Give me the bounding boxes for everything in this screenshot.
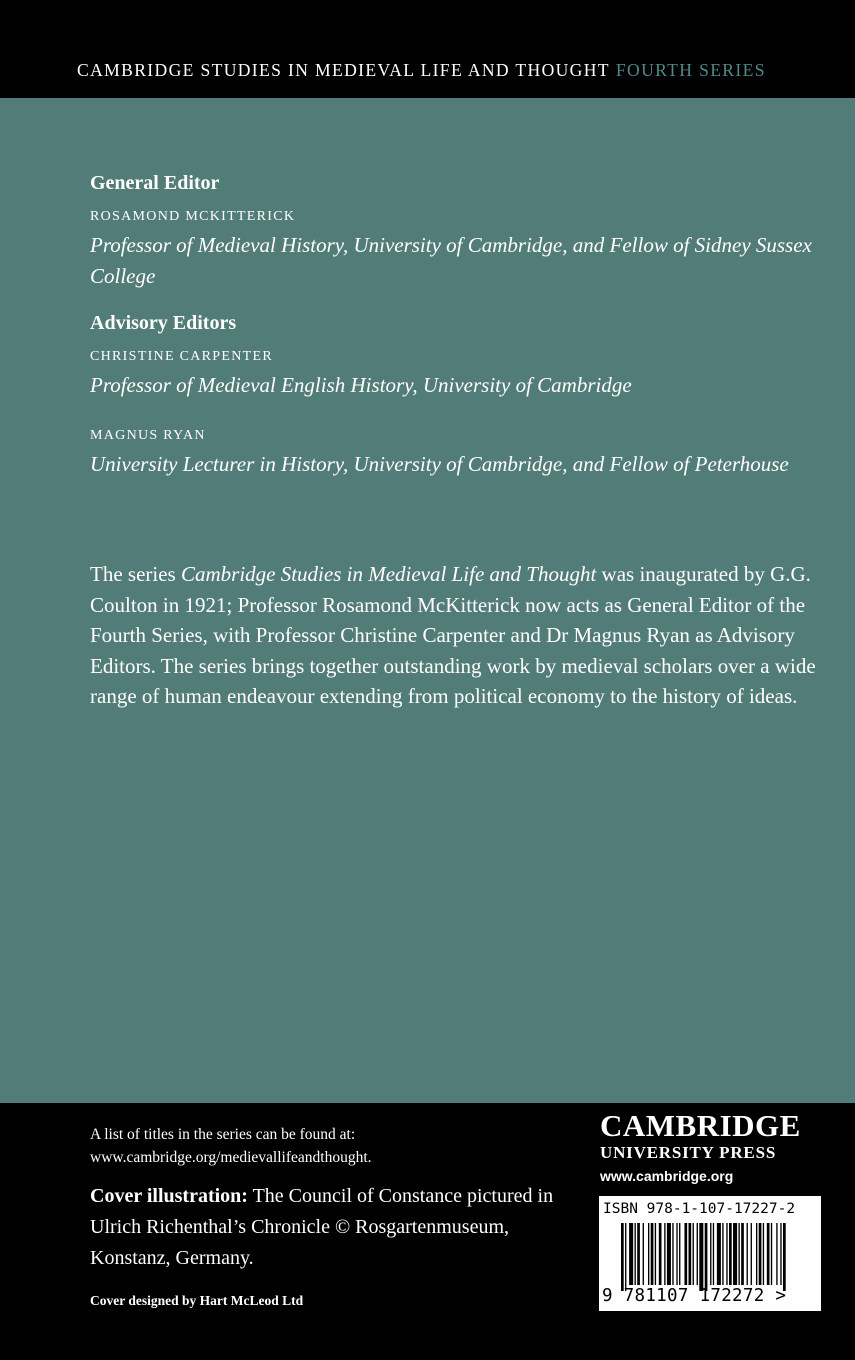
barcode-bar — [651, 1223, 654, 1285]
barcode-bar — [722, 1223, 723, 1285]
general-editor-name: ROSAMOND MCKITTERICK — [90, 209, 296, 224]
barcode-bar — [733, 1223, 737, 1285]
barcode-bar — [710, 1223, 711, 1285]
barcode-bar — [729, 1223, 732, 1285]
barcode-bar — [643, 1223, 644, 1285]
barcode-bar — [780, 1223, 781, 1285]
barcode-bar — [655, 1223, 656, 1285]
cover-illustration-label: Cover illustration: — [90, 1185, 248, 1207]
advisory-editor-role: Professor of Medieval English History, University of Cambridge — [90, 373, 632, 397]
advisory-editor-2-name-block — [90, 428, 206, 444]
barcode-bar — [625, 1223, 626, 1291]
barcode-bar — [693, 1223, 694, 1285]
barcode-bar — [759, 1223, 762, 1285]
advisory-editor-name: CHRISTINE CARPENTER — [90, 349, 273, 364]
barcode-bar — [689, 1223, 692, 1285]
cover-illustration-credit: Cover illustration: The Council of Constance pictured in Ulrich Richenthal’s Chronicle © Rosgartenmuseum, Konstanz, Germany. — [90, 1185, 554, 1269]
advisory-editor-role: University Lecturer in History, University of Cambridge, and Fellow of Peterhouse — [90, 452, 789, 476]
series-description: The series Cambridge Studies in Medieval Life and Thought was inaugurated by G.G. Coulton in 1921; Professor Rosamond McKitterick now acts as General Editor of the Fourth Series, with Professor Christine Carpenter and Dr Magnus Ryan as Advisory Editors. The series brings together outstanding work by medieval scholars over a wide range of human endeavour extending from political economy to the history of ideas. — [90, 562, 816, 708]
advisory-editors-section — [90, 312, 236, 335]
series-url: www.cambridge.org/medievallifeandthought. — [90, 1149, 372, 1166]
barcode-bar — [672, 1223, 673, 1285]
barcode-bar — [783, 1223, 786, 1291]
publisher-website: www.cambridge.org — [600, 1168, 734, 1184]
barcode-bar — [705, 1223, 708, 1291]
barcode-bar — [763, 1223, 764, 1285]
barcode-bar — [697, 1223, 698, 1285]
series-header — [0, 0, 855, 98]
barcode-bar — [699, 1223, 703, 1291]
ean-number: 9 781107 172272 > — [602, 1286, 787, 1306]
advisory-editor-2-role-block — [90, 449, 840, 480]
isbn-barcode — [599, 1196, 821, 1311]
barcode-bar — [667, 1223, 671, 1285]
cover-designer-credit: Cover designed by Hart McLeod Ltd — [90, 1293, 304, 1308]
barcode-bar — [771, 1223, 772, 1285]
isbn-label: ISBN 978-1-107-17227-2 — [603, 1201, 796, 1217]
general-editor-role: Professor of Medieval History, University of Cambridge, and Fellow of Sidney Sussex College — [90, 233, 812, 288]
advisory-editor-1-name-block — [90, 349, 273, 365]
barcode-bar — [776, 1223, 777, 1285]
barcode-bar — [747, 1223, 748, 1285]
general-editor-role-block — [90, 230, 820, 292]
barcode-bar — [659, 1223, 662, 1285]
barcode-bar — [684, 1223, 687, 1285]
publisher-logo-name: CAMBRIDGE — [600, 1108, 801, 1143]
barcode-bar — [726, 1223, 727, 1285]
barcode-bar — [738, 1223, 739, 1285]
advisory-editor-name: MAGNUS RYAN — [90, 428, 206, 443]
series-name-italic: Cambridge Studies in Medieval Life and Thought — [180, 562, 597, 586]
barcode-bar — [679, 1223, 680, 1285]
advisory-editors-heading: Advisory Editors — [90, 312, 237, 334]
barcode-bar — [751, 1223, 752, 1285]
general-editor-section — [90, 172, 219, 195]
general-editor-name-block — [90, 209, 295, 225]
barcode-bar — [637, 1223, 640, 1285]
barcode-bar — [713, 1223, 714, 1285]
barcode-bar — [717, 1223, 721, 1285]
barcode-bar — [756, 1223, 757, 1285]
barcode-bar — [621, 1223, 624, 1291]
list-note-line: A list of titles in the series can be found at: — [90, 1126, 356, 1143]
barcode-bar — [767, 1223, 770, 1285]
barcode-bar — [676, 1223, 677, 1285]
series-title: CAMBRIDGE STUDIES IN MEDIEVAL LIFE AND THOUGHT FOURTH SERIES — [77, 60, 766, 80]
barcode-bar — [664, 1223, 665, 1285]
barcode-bar — [741, 1223, 744, 1285]
series-list-note — [90, 1123, 372, 1169]
general-editor-heading: General Editor — [90, 172, 220, 194]
barcode-bar — [648, 1223, 649, 1285]
barcode-bar — [629, 1223, 633, 1285]
publisher-logo-press: UNIVERSITY PRESS — [600, 1143, 777, 1162]
advisory-editor-1-role-block — [90, 370, 830, 401]
barcode-bar — [635, 1223, 636, 1285]
series-subtitle: FOURTH SERIES — [615, 60, 766, 80]
